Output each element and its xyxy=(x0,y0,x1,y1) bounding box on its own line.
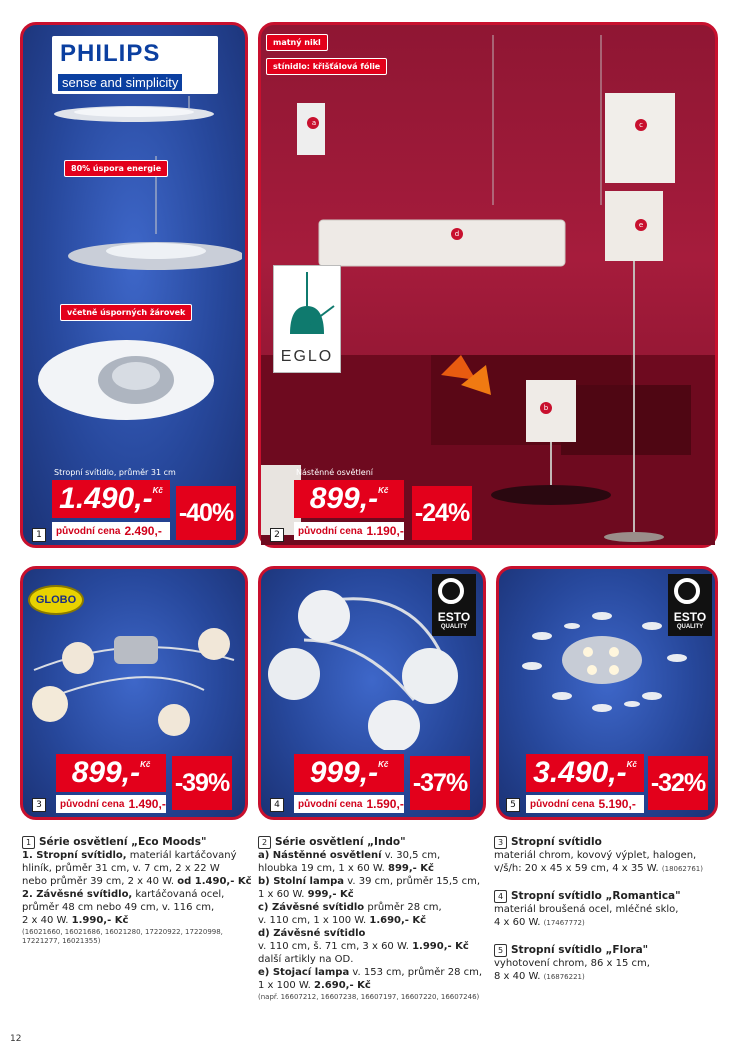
desc-text: průměr 28 cm, xyxy=(364,902,442,913)
price-original: původní cena 1.490,- xyxy=(56,795,166,813)
desc-price: 1.990,- Kč xyxy=(412,941,469,952)
price-current: 1.490,- Kč xyxy=(52,480,170,518)
product-code: (18062761) xyxy=(661,865,703,873)
desc-text: další artikly na OD. xyxy=(258,954,354,965)
price-current: 899,- Kč xyxy=(56,754,166,792)
description-title: 5 Stropní svítidlo „Flora" xyxy=(494,944,734,957)
desc-bold: e) Stojací lampa xyxy=(258,967,350,978)
desc-price: 999,- Kč xyxy=(307,889,354,900)
desc-lines xyxy=(22,849,252,927)
philips-logo xyxy=(52,36,218,94)
desc-text: hliník, průměr 31 cm, v. 7 cm, 2 x 22 W xyxy=(22,863,220,874)
description-title: 4 Stropní svítidlo „Romantica" xyxy=(494,890,734,903)
desc-text: nebo průměr 39 cm, 2 x 40 W. xyxy=(22,876,178,887)
desc-price: 1.990,- Kč xyxy=(71,915,129,926)
description-1 xyxy=(22,836,252,946)
desc-line xyxy=(258,927,493,940)
desc-price: 2.690,- Kč xyxy=(314,980,371,991)
desc-text: průměr 48 cm nebo 49 cm, v. 116 cm, xyxy=(22,902,215,913)
desc-lines xyxy=(258,849,493,992)
desc-line xyxy=(258,849,493,862)
globo-logo xyxy=(28,585,84,615)
desc-bold: d) Závěsné svítidlo xyxy=(258,928,366,939)
desc-price: 899,- Kč xyxy=(387,863,434,874)
discount-badge: -40% xyxy=(176,486,236,540)
desc-line xyxy=(494,849,734,862)
desc-line xyxy=(258,979,493,992)
tag-crystal-shade: stínidlo: křišťálová fólie xyxy=(266,58,387,75)
desc-line xyxy=(22,914,252,927)
eglo-logo-mark xyxy=(274,266,340,344)
desc-bold: a) Nástěnné osvětlení xyxy=(258,850,382,861)
product-codes: (např. 16607212, 16607238, 16607197, 16607220, 16607246) xyxy=(258,993,480,1001)
brand-sub: QUALITY xyxy=(676,624,704,630)
desc-line xyxy=(494,903,734,916)
desc-line xyxy=(494,957,734,970)
description-title: 2 Série osvětlení „Indo" xyxy=(258,836,493,849)
product-number: 4 xyxy=(270,798,284,812)
description-3 xyxy=(494,836,734,875)
desc-line xyxy=(22,888,252,901)
discount-badge: -37% xyxy=(410,756,470,810)
desc-line xyxy=(22,901,252,914)
desc-line xyxy=(258,953,493,966)
desc-lines xyxy=(494,849,734,875)
desc-text: v. 153 cm, průměr 28 cm, xyxy=(349,967,483,978)
brand-name: ESTO xyxy=(437,610,471,624)
desc-text: materiál broušená ocel, mléčné sklo, xyxy=(494,904,679,915)
product-image-indo xyxy=(264,580,464,750)
eglo-logo xyxy=(273,265,341,373)
product-number: 3 xyxy=(32,798,46,812)
desc-text: materiál kartáčovaný xyxy=(126,850,237,861)
desc-line xyxy=(258,888,493,901)
desc-line xyxy=(258,966,493,979)
desc-line xyxy=(22,862,252,875)
price-original: původní cena 1.190,- xyxy=(294,522,404,540)
product-code: (16876221) xyxy=(543,973,585,981)
desc-text: v. 30,5 cm, xyxy=(381,850,441,861)
desc-lines xyxy=(494,957,734,983)
price-current: 899,- Kč xyxy=(294,480,404,518)
desc-text: v. 39 cm, průměr 15,5 cm, xyxy=(344,876,481,887)
description-5 xyxy=(494,944,734,983)
page-number: 12 xyxy=(10,1034,22,1044)
desc-line xyxy=(22,875,252,888)
brand-name: ESTO xyxy=(673,610,707,624)
brand-name: GLOBO xyxy=(35,594,77,606)
tag-energy-saving: 80% úspora energie xyxy=(64,160,168,177)
product-number: 1 xyxy=(32,528,46,542)
marker-b: b xyxy=(543,404,549,412)
desc-text: materiál chrom, kovový výplet, halogen, xyxy=(494,850,697,861)
desc-text: 8 x 40 W. xyxy=(494,971,544,982)
desc-text: kartáčovaná ocel, xyxy=(132,889,225,900)
desc-text: 1 x 60 W. xyxy=(258,889,308,900)
desc-line xyxy=(258,901,493,914)
description-title: 1 Série osvětlení „Eco Moods" xyxy=(22,836,252,849)
price-caption: Nástěnné osvětlení xyxy=(296,468,374,477)
desc-line xyxy=(258,875,493,888)
desc-bold: 2. Závěsné svítidlo, xyxy=(22,889,133,900)
desc-line xyxy=(494,970,734,983)
brand-slogan: sense and simplicity xyxy=(58,74,182,91)
brand-name: EGLO xyxy=(280,348,334,365)
desc-text: 1 x 100 W. xyxy=(258,980,315,991)
tag-bulbs-included: včetně úsporných žárovek xyxy=(60,304,192,321)
tag-matte-nickel: matný nikl xyxy=(266,34,328,51)
product-codes: (16021660, 16021686, 16021280, 17220922, 17220998, 17221277, 16021355) xyxy=(22,928,223,945)
desc-line xyxy=(258,914,493,927)
discount-badge: -39% xyxy=(172,756,232,810)
product-image-flora xyxy=(502,596,702,726)
description-4 xyxy=(494,890,734,929)
desc-text: vyhotovení chrom, 86 x 15 cm, xyxy=(494,958,650,969)
desc-line xyxy=(22,849,252,862)
desc-lines xyxy=(494,903,734,929)
price-original: původní cena 1.590,- xyxy=(294,795,404,813)
description-title: 3 Stropní svítidlo xyxy=(494,836,734,849)
desc-price: 1.690,- Kč xyxy=(369,915,427,926)
desc-line xyxy=(494,916,734,929)
product-number: 2 xyxy=(270,528,284,542)
product-code: (17467772) xyxy=(543,919,585,927)
brand-sub: QUALITY xyxy=(440,624,468,630)
price-caption: Stropní svítidlo, průměr 31 cm xyxy=(54,468,176,477)
price-original: původní cena 2.490,- xyxy=(52,522,170,540)
desc-line xyxy=(258,862,493,875)
product-image-philips xyxy=(26,96,242,476)
marker-a: a xyxy=(311,119,317,127)
marker-e: e xyxy=(638,221,644,229)
brand-name: PHILIPS xyxy=(60,40,161,67)
product-image-globo xyxy=(24,620,244,740)
desc-bold: c) Závěsné svítidlo xyxy=(258,902,365,913)
price-current: 999,- Kč xyxy=(294,754,404,792)
product-number: 5 xyxy=(506,798,520,812)
discount-badge: -24% xyxy=(412,486,472,540)
marker-d: d xyxy=(454,230,460,238)
desc-text: v/š/h: 20 x 45 x 59 cm, 4 x 35 W. xyxy=(494,863,662,874)
desc-bold: b) Stolní lampa xyxy=(258,876,345,887)
desc-text: 4 x 60 W. xyxy=(494,917,544,928)
desc-text: 2 x 40 W. xyxy=(22,915,72,926)
desc-text: v. 110 cm, 1 x 100 W. xyxy=(258,915,370,926)
desc-bold: 1. Stropní svítidlo, xyxy=(22,850,127,861)
desc-line xyxy=(494,862,734,875)
desc-text: v. 110 cm, š. 71 cm, 3 x 60 W. xyxy=(258,941,413,952)
desc-line xyxy=(258,940,493,953)
price-current: 3.490,- Kč xyxy=(526,754,644,792)
desc-text: hloubka 19 cm, 1 x 60 W. xyxy=(258,863,388,874)
marker-c: c xyxy=(639,121,643,129)
price-original: původní cena 5.190,- xyxy=(526,795,644,813)
desc-price: od 1.490,- Kč xyxy=(177,876,252,887)
discount-badge: -32% xyxy=(648,756,708,810)
description-2 xyxy=(258,836,493,1002)
